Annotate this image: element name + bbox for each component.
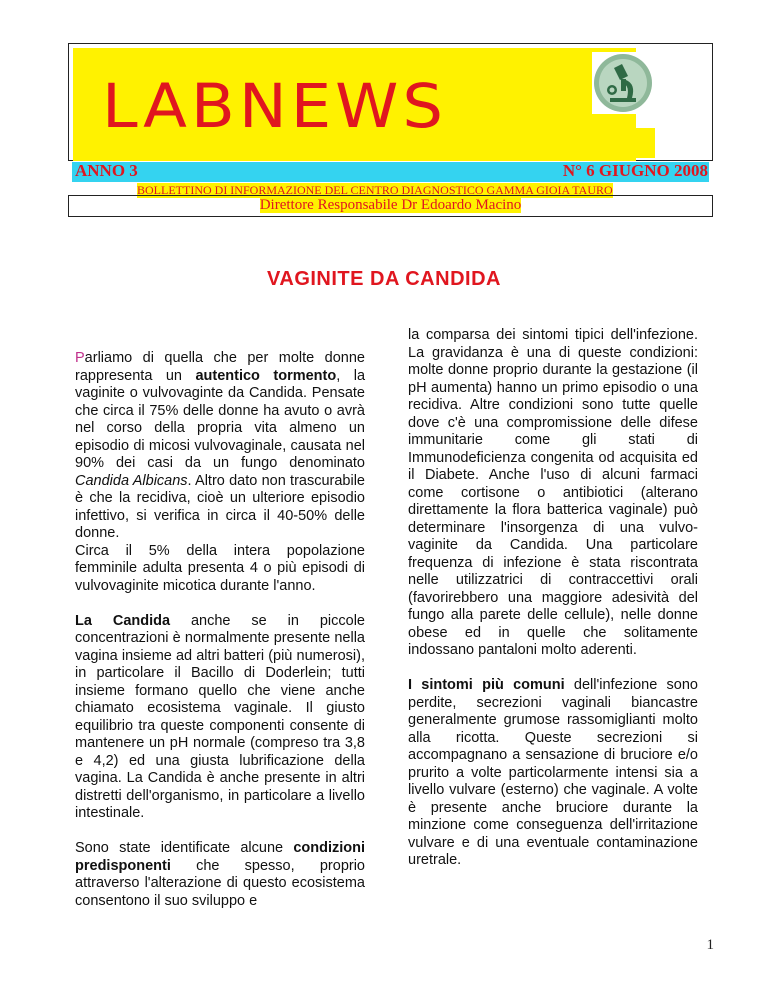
article-title: VAGINITE DA CANDIDA — [267, 268, 501, 290]
article-column-left — [75, 350, 365, 910]
page-number: 1 — [706, 937, 714, 953]
editor-box — [68, 195, 713, 217]
paragraph: la comparsa dei sintomi tipici dell'infezione. La gravidanza è una di queste condizioni: molte donne proprio durante la gestazione (il pH aumenta) hanno un primo episodio o una recidiva. Altre condizioni sono tutte quelle dove c'è una compromissione delle difese immunitarie come gli stati di Immunodeficienza congenita od acquisita ed il Diabete. Anche l'uso di alcuni farmaci come cortisone o antibiotici (alterano direttamente la flora batterica vaginale) può determinare l'insorgenza di una vulvo-vaginite da Candida. Una particolare frequenza di infezione è stata riscontrata nelle utilizzatrici di contraccettivi orali (favorirebbero una maggiore adesività del fungo alla parete delle cellule), nelle donne obese ed in quelle che solitamente indossano pantaloni molto aderenti. — [408, 327, 698, 658]
labnews-logo: LABNEWS — [102, 71, 448, 143]
paragraph: Sono state identificate alcune condizioni predisponenti che spesso, proprio attraverso l'alterazione di questo ecosistema consentono il suo sviluppo e — [75, 840, 365, 909]
issue-number-date: N° 6 GIUGNO 2008 — [562, 161, 708, 180]
issue-year: ANNO 3 — [75, 161, 138, 180]
bulletin-subtitle: BOLLETTINO DI INFORMAZIONE DEL CENTRO DIAGNOSTICO GAMMA GIOIA TAURO — [137, 183, 613, 197]
paragraph: Parliamo di quella che per molte donne rappresenta un autentico tormento, la vaginite o vulvovaginte da Candida. Pensate che circa il 75% delle donne ha avuto o avrà nel corso della propria vita almeno un episodio di micosi vulvovaginale, causata nel 90% dei casi da un fungo denominato Candida Albicans. Altro dato non trascurabile è che la recidiva, cioè un ulteriore episodio infettivo, si verifica in circa il 40-50% delle donne. — [75, 350, 366, 541]
masthead-yellow-block — [585, 128, 655, 158]
article-column-right — [408, 327, 698, 870]
paragraph: La Candida anche se in piccole concentrazioni è normalmente presente nella vagina insieme ad altri batteri (più numerosi), in particolare il Bacillo di Doderlein; tutti insieme formano quello che viene anche chiamato ecosistema vaginale. Il giusto equilibrio tra queste componenti consente di mantenere un pH normale (compreso tra 3,8 e 4,2) ed una giusta lubrificazione della vagina. La Candida è anche presente in altri distretti dell'organismo, in particolare a livello intestinale. — [75, 612, 365, 821]
editor-line: Direttore Responsabile Dr Edoardo Macino — [259, 197, 522, 213]
microscope-icon — [592, 52, 654, 114]
paragraph: Circa il 5% della intera popolazione femminile adulta presenta 4 o più episodi di vulvovaginite micotica durante l'anno. — [75, 542, 365, 594]
paragraph: I sintomi più comuni dell'infezione sono perdite, secrezioni vaginali biancastre generalmente grumose rassomiglianti molto alla ricotta. Queste secrezioni si accompagnano a sensazione di bruciore e/o prurito a volte particolarmente intensi sia a livello vulvare (esterno) che vaginale. A volte è presente anche bruciore durante la minzione come conseguenza dell'irritazione vulvare e di una eventuale contaminazione uretrale. — [408, 677, 698, 868]
